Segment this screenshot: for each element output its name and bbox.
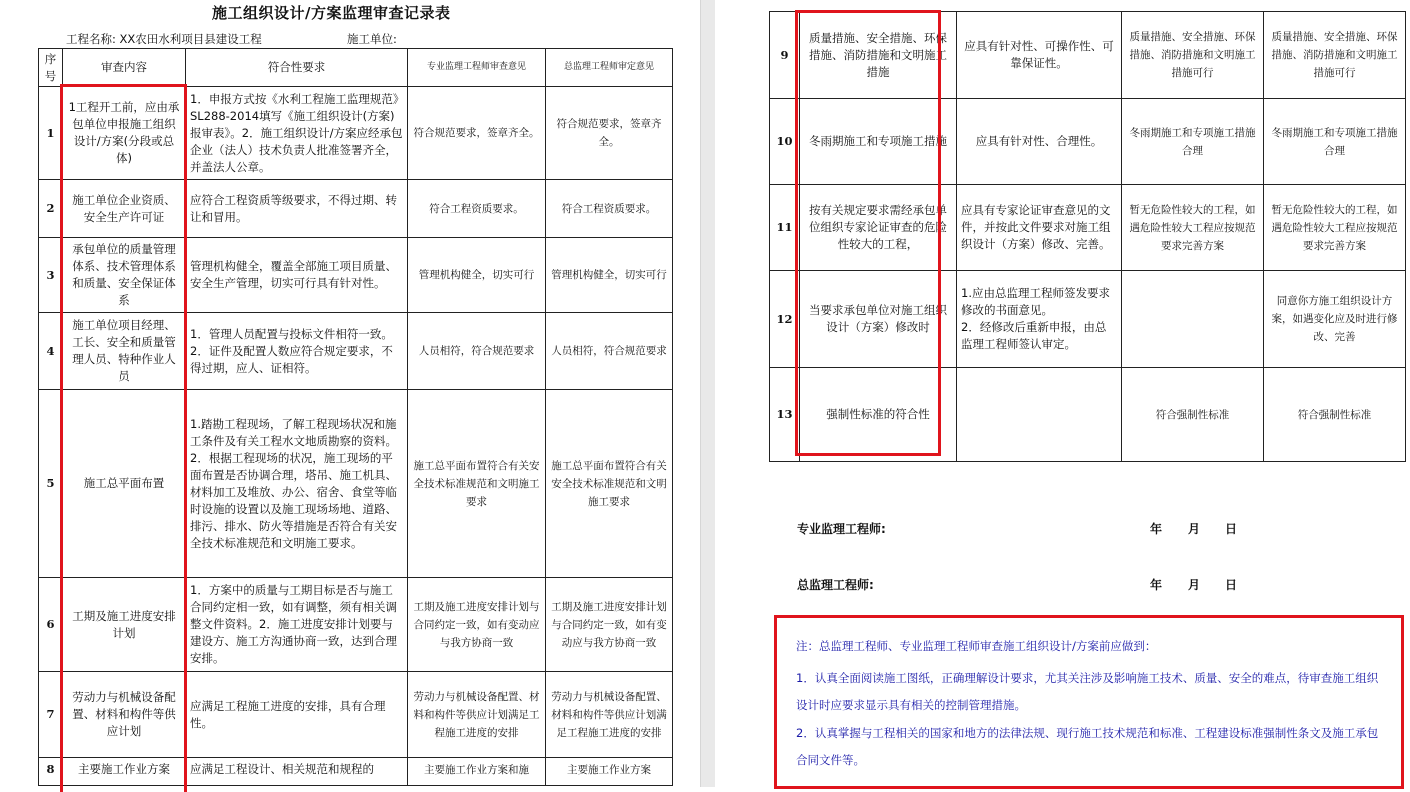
chief-opinion: 劳动力与机械设备配置、材料和构件等供应计划满足工程施工进度的安排	[546, 672, 673, 758]
specialist-opinion: 施工总平面布置符合有关安全技术标准规范和文明施工要求	[408, 390, 546, 578]
table-row	[770, 368, 1406, 462]
header-specialist-opinion: 专业监理工程师审查意见	[408, 49, 546, 87]
review-item: 冬雨期施工和专项施工措施	[800, 99, 957, 185]
header-chief-opinion: 总监理工程师审定意见	[546, 49, 673, 87]
specialist-opinion: 质量措施、安全措施、环保措施、消防措施和文明施工措施可行	[1122, 12, 1264, 99]
table-row	[39, 758, 673, 786]
chief-opinion	[546, 758, 673, 786]
requirement: 管理机构健全，覆盖全部施工项目质量、安全生产管理，切实可行具有针对性。	[186, 238, 408, 313]
chief-opinion: 符合工程资质要求。	[546, 180, 673, 238]
table-row	[770, 271, 1406, 368]
specialist-opinion: 冬雨期施工和专项施工措施合理	[1122, 99, 1264, 185]
table-row	[39, 180, 673, 238]
row-number: 2	[39, 180, 63, 238]
review-item: 按有关规定要求需经承包单位组织专家论证审查的危险性较大的工程，	[800, 185, 957, 271]
specialist-opinion: 劳动力与机械设备配置、材料和构件等供应计划满足工程施工进度的安排	[408, 672, 546, 758]
requirement	[957, 368, 1122, 462]
table-header-row	[39, 49, 673, 87]
specialist-opinion	[1122, 271, 1264, 368]
review-item: 施工单位项目经理、工长、安全和质量管理人员、特种作业人员	[63, 313, 186, 390]
specialist-opinion: 暂无危险性较大的工程，如遇危险性较大工程应按规范要求完善方案	[1122, 185, 1264, 271]
row-number: 12	[770, 271, 800, 368]
header-requirement: 符合性要求	[186, 49, 408, 87]
chief-opinion: 同意你方施工组织设计方案，如遇变化应及时进行修改、完善	[1264, 271, 1406, 368]
row-number: 11	[770, 185, 800, 271]
requirement	[186, 758, 408, 786]
chief-opinion: 质量措施、安全措施、环保措施、消防措施和文明施工措施可行	[1264, 12, 1406, 99]
header-item: 审查内容	[63, 49, 186, 87]
table-row	[770, 99, 1406, 185]
review-item: 1工程开工前，应由承包单位申报施工组织设计/方案(分段或总体)	[63, 87, 186, 180]
specialist-opinion-text: 主要施工作业方案和施	[424, 763, 529, 776]
requirement: 1．方案中的质量与工期目标是否与施工合同约定相一致，如有调整，须有相关调整文件资料。2．施工进度安排计划要与建设方、施工方沟通协商一致，达到合理安排。	[186, 578, 408, 672]
table-row	[770, 12, 1406, 99]
review-item: 施工单位企业资质、安全生产许可证	[63, 180, 186, 238]
review-item: 施工总平面布置	[63, 390, 186, 578]
chief-opinion: 暂无危险性较大的工程，如遇危险性较大工程应按规范要求完善方案	[1264, 185, 1406, 271]
specialist-date-month: 月	[1188, 522, 1201, 536]
row-number	[39, 758, 63, 786]
review-table-page2	[769, 11, 1406, 462]
table-row	[39, 672, 673, 758]
chief-opinion: 符合强制性标准	[1264, 368, 1406, 462]
note-item-1: 1．认真全面阅读施工图纸，正确理解设计要求，尤其关注涉及影响施工技术、质量、安全的难点，待审查施工组织设计时应要求显示具有相关的控制管理措施。	[796, 671, 1379, 712]
row-number: 4	[39, 313, 63, 390]
table-row	[39, 238, 673, 313]
project-name: 工程名称: XX农田水利项目县建设工程	[66, 32, 262, 46]
requirement: 应具有针对性、可操作性、可靠保证性。	[957, 12, 1122, 99]
requirement: 应具有专家论证审查意见的文件，并按此文件要求对施工组织设计（方案）修改、完善。	[957, 185, 1122, 271]
table-row	[39, 390, 673, 578]
specialist-date-day: 日	[1225, 522, 1238, 536]
page-gutter	[700, 0, 716, 787]
note-item-2: 2．认真掌握与工程相关的国家和地方的法律法规、现行施工技术规范和标准、工程建设标准强制性条文及施工承包合同文件等。	[796, 726, 1379, 767]
row-number: 10	[770, 99, 800, 185]
requirement: 应满足工程施工进度的安排，具有合理性。	[186, 672, 408, 758]
table-row	[39, 87, 673, 180]
table-row	[39, 313, 673, 390]
review-item: 质量措施、安全措施、环保措施、消防措施和文明施工措施	[800, 12, 957, 99]
specialist-opinion: 人员相符，符合规范要求	[408, 313, 546, 390]
header-no: 序号	[39, 49, 63, 87]
specialist-opinion: 管理机构健全，切实可行	[408, 238, 546, 313]
chief-signature-label: 总监理工程师:	[797, 578, 874, 592]
table-row	[39, 578, 673, 672]
row-number: 7	[39, 672, 63, 758]
chief-date-month: 月	[1188, 578, 1201, 592]
note-intro: 注：总监理工程师、专业监理工程师审查施工组织设计/方案前应做到：	[796, 639, 1157, 653]
chief-opinion-text: 主要施工作业方案	[567, 763, 651, 776]
chief-opinion: 工期及施工进度安排计划与合同约定一致，如有变动应与我方协商一致	[546, 578, 673, 672]
requirement-text: 应满足工程设计、相关规范和规程的	[190, 761, 374, 776]
requirement: 应具有针对性、合理性。	[957, 99, 1122, 185]
requirement: 1.踏勘工程现场，了解工程现场状况和施工条件及有关工程水文地质勘察的资料。 2．根据工程现场的状况，施工现场的平面布置是否协调合理，塔吊、施工机具、材料加工及堆放、办公、宿舍、食堂等临时设施的设置以及施工现场场地、道路、排污、排水、防火等措施是否符合有关安全技术标准规范和文明施工要求。	[186, 390, 408, 578]
specialist-opinion: 符合工程资质要求。	[408, 180, 546, 238]
chief-date-day: 日	[1225, 578, 1238, 592]
specialist-opinion: 符合规范要求，签章齐全。	[408, 87, 546, 180]
specialist-opinion: 工期及施工进度安排计划与合同约定一致，如有变动应与我方协商一致	[408, 578, 546, 672]
specialist-date-year: 年	[1150, 522, 1163, 536]
chief-opinion: 管理机构健全，切实可行	[546, 238, 673, 313]
table-row	[770, 185, 1406, 271]
chief-opinion: 施工总平面布置符合有关安全技术标准规范和文明施工要求	[546, 390, 673, 578]
row-number: 3	[39, 238, 63, 313]
row-number: 5	[39, 390, 63, 578]
row-number: 9	[770, 12, 800, 99]
chief-opinion: 冬雨期施工和专项施工措施合理	[1264, 99, 1406, 185]
review-item: 劳动力与机械设备配置、材料和构件等供应计划	[63, 672, 186, 758]
requirement: 1.应由总监理工程师签发要求修改的书面意见。 2．经修改后重新申报，由总监理工程师签认审定。	[957, 271, 1122, 368]
row-number: 1	[39, 87, 63, 180]
chief-opinion: 人员相符，符合规范要求	[546, 313, 673, 390]
row-number-text: 8	[46, 761, 55, 776]
construction-unit: 施工单位:	[347, 32, 397, 46]
chief-date-year: 年	[1150, 578, 1163, 592]
specialist-opinion	[408, 758, 546, 786]
requirement: 1．申报方式按《水利工程施工监理规范》SL288-2014填写《施工组织设计(方案)报审表》。2．施工组织设计/方案应经承包企业（法人）技术负责人批准签署齐全，并盖法人公章。	[186, 87, 408, 180]
specialist-signature-label: 专业监理工程师:	[797, 522, 886, 536]
requirement: 1．管理人员配置与投标文件相符一致。 2．证件及配置人数应符合规定要求，不得过期，应人、证相符。	[186, 313, 408, 390]
review-item: 强制性标准的符合性	[800, 368, 957, 462]
review-item: 承包单位的质量管理体系、技术管理体系和质量、安全保证体系	[63, 238, 186, 313]
specialist-opinion: 符合强制性标准	[1122, 368, 1264, 462]
review-item	[63, 758, 186, 786]
review-item-text: 主要施工作业方案	[78, 761, 170, 776]
row-number: 6	[39, 578, 63, 672]
review-item: 当要求承包单位对施工组织设计（方案）修改时	[800, 271, 957, 368]
row-number: 13	[770, 368, 800, 462]
document-title: 施工组织设计/方案监理审查记录表	[212, 4, 451, 22]
review-table-page1	[38, 48, 673, 786]
requirement: 应符合工程资质等级要求，不得过期、转让和冒用。	[186, 180, 408, 238]
chief-opinion: 符合规范要求，签章齐全。	[546, 87, 673, 180]
review-item: 工期及施工进度安排计划	[63, 578, 186, 672]
